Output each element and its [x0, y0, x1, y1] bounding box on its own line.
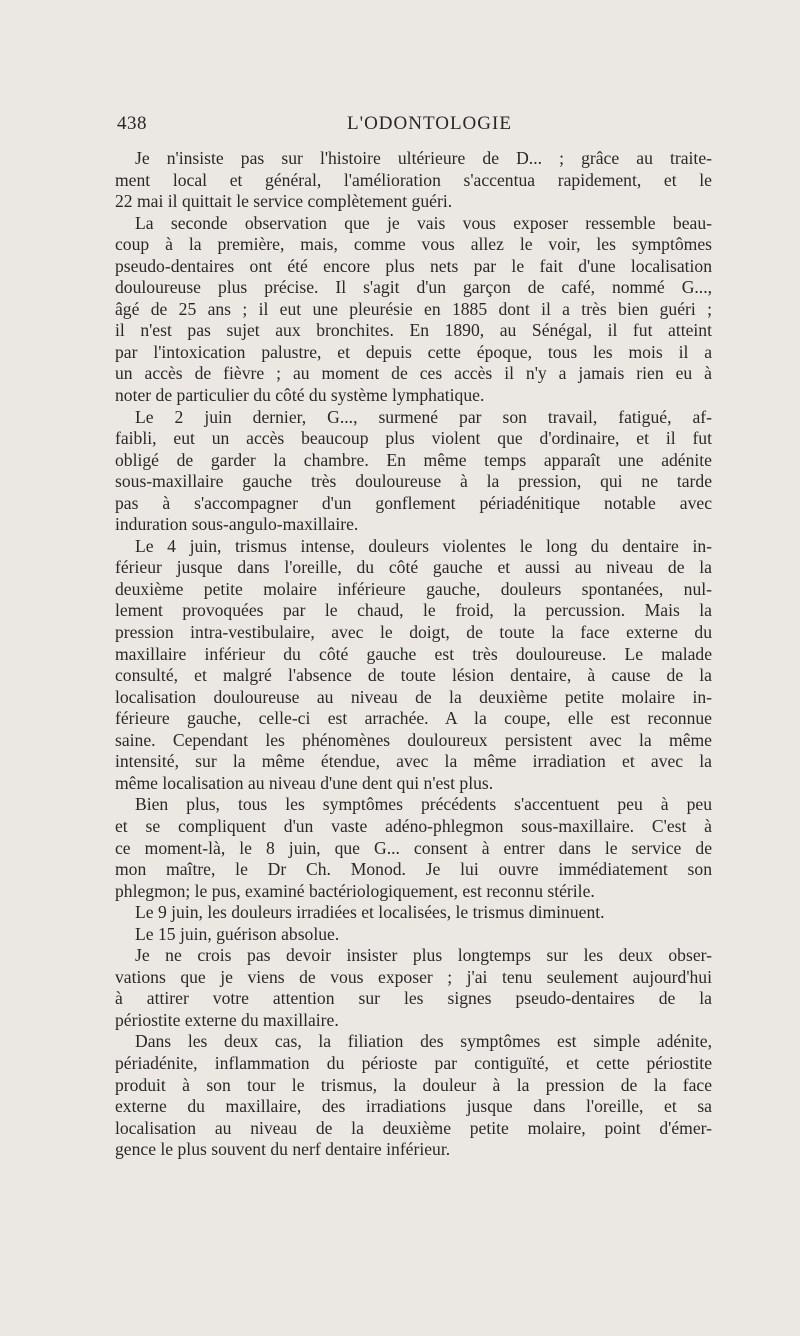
text-line: férieure gauche, celle-ci est arrachée. A la coupe, elle est reconnue — [115, 708, 712, 729]
text-line: Bien plus, tous les symptômes précédents s'accentuent peu à peu — [135, 794, 712, 815]
text-line: lement provoquées par le chaud, le froid, la percussion. Mais la — [115, 600, 712, 621]
text-line: Je ne crois pas devoir insister plus longtemps sur les deux obser- — [135, 945, 712, 966]
text-line: Le 2 juin dernier, G..., surmené par son travail, fatigué, af- — [135, 406, 712, 427]
text-line: pseudo-dentaires ont été encore plus nets par le fait d'une localisation — [115, 255, 713, 276]
text-line: ment local et général, l'amélioration s'accentua rapidement, et le — [115, 169, 712, 190]
text-line: consulté, et malgré l'absence de toute lésion dentaire, à cause de la — [115, 665, 712, 686]
text-line: produit à son tour le trismus, la douleur à la pression de la face — [115, 1074, 713, 1095]
text-line: périadénite, inflammation du périoste par contiguïté, et cette périostite — [115, 1052, 712, 1073]
text-line: localisation au niveau de la deuxième petite molaire, point d'émer- — [115, 1117, 712, 1138]
text-line: par l'intoxication palustre, et depuis cette époque, tous les mois il a — [115, 341, 713, 362]
text-line: coup à la première, mais, comme vous allez le voir, les symptômes — [115, 234, 713, 255]
page-header — [117, 113, 712, 139]
text-line: à attirer votre attention sur les signes pseudo-dentaires de la — [115, 988, 712, 1009]
text-line: Le 9 juin, les douleurs irradiées et localisées, le trismus diminuent. — [135, 902, 605, 923]
text-line: pas à s'accompagner d'un gonflement périadénitique notable avec — [115, 492, 712, 513]
text-line: âgé de 25 ans ; il eut une pleurésie en 1885 dont il a très bien guéri ; — [115, 298, 712, 319]
text-line: périostite externe du maxillaire. — [115, 1009, 339, 1030]
text-line: pression intra-vestibulaire, avec le doigt, de toute la face externe du — [115, 622, 712, 643]
text-line: mon maître, le Dr Ch. Monod. Je lui ouvre immédiatement son — [115, 859, 712, 880]
text-line: La seconde observation que je vais vous exposer ressemble beau- — [135, 212, 712, 233]
text-line: maxillaire inférieur du côté gauche est très douloureuse. Le malade — [115, 643, 712, 664]
page-number: 438 — [117, 113, 147, 134]
text-line: noter de particulier du côté du système lymphatique. — [115, 385, 485, 406]
text-line: externe du maxillaire, des irradiations jusque dans l'oreille, et sa — [115, 1096, 712, 1117]
text-line: intensité, sur la même étendue, avec la même irradiation et avec la — [115, 751, 712, 772]
text-line: deuxième petite molaire inférieure gauche, douleurs spontanées, nul- — [115, 578, 712, 599]
text-line: phlegmon; le pus, examiné bactériologiquement, est reconnu stérile. — [115, 880, 595, 901]
text-line: Je n'insiste pas sur l'histoire ultérieure de D... ; grâce au traite- — [135, 148, 712, 168]
text-line: gence le plus souvent du nerf dentaire inférieur. — [115, 1139, 451, 1160]
text-line: il n'est pas sujet aux bronchites. En 1890, au Sénégal, il fut atteint — [115, 320, 712, 341]
text-line: localisation douloureuse au niveau de la deuxième petite molaire in- — [115, 686, 712, 707]
text-line: faibli, eut un accès beaucoup plus violent que d'ordinaire, et il fut — [115, 428, 712, 449]
text-line: douloureuse plus précise. Il s'agit d'un garçon de café, nommé G..., — [115, 277, 712, 298]
text-line: 22 mai il quittait le service complètement guéri. — [115, 191, 453, 212]
text-line: même localisation au niveau d'une dent qui n'est plus. — [115, 772, 494, 793]
text-line: sous-maxillaire gauche très douloureuse à la pression, qui ne tarde — [115, 471, 712, 492]
running-title: L'ODONTOLOGIE — [347, 113, 512, 134]
text-line: obligé de garder la chambre. En même temps apparaît une adénite — [115, 449, 712, 470]
text-line: férieur jusque dans l'oreille, du côté gauche et aussi au niveau de la — [115, 557, 712, 578]
text-line: et se compliquent d'un vaste adéno-phlegmon sous-maxillaire. C'est à — [115, 815, 712, 836]
text-line: induration sous-angulo-maxillaire. — [115, 514, 359, 535]
text-line: un accès de fièvre ; au moment de ces accès il n'y a jamais rien eu à — [115, 363, 712, 384]
text-line: ce moment-là, le 8 juin, que G... consent à entrer dans le service de — [115, 837, 712, 858]
text-line: Le 15 juin, guérison absolue. — [135, 923, 340, 944]
text-line: saine. Cependant les phénomènes douloureux persistent avec la même — [115, 729, 712, 750]
text-line: vations que je viens de vous exposer ; j'ai tenu seulement aujourd'hui — [115, 966, 712, 987]
text-line: Le 4 juin, trismus intense, douleurs violentes le long du dentaire in- — [135, 535, 712, 556]
text-line: Dans les deux cas, la filiation des symptômes est simple adénite, — [135, 1031, 712, 1052]
article-body — [115, 148, 712, 1161]
